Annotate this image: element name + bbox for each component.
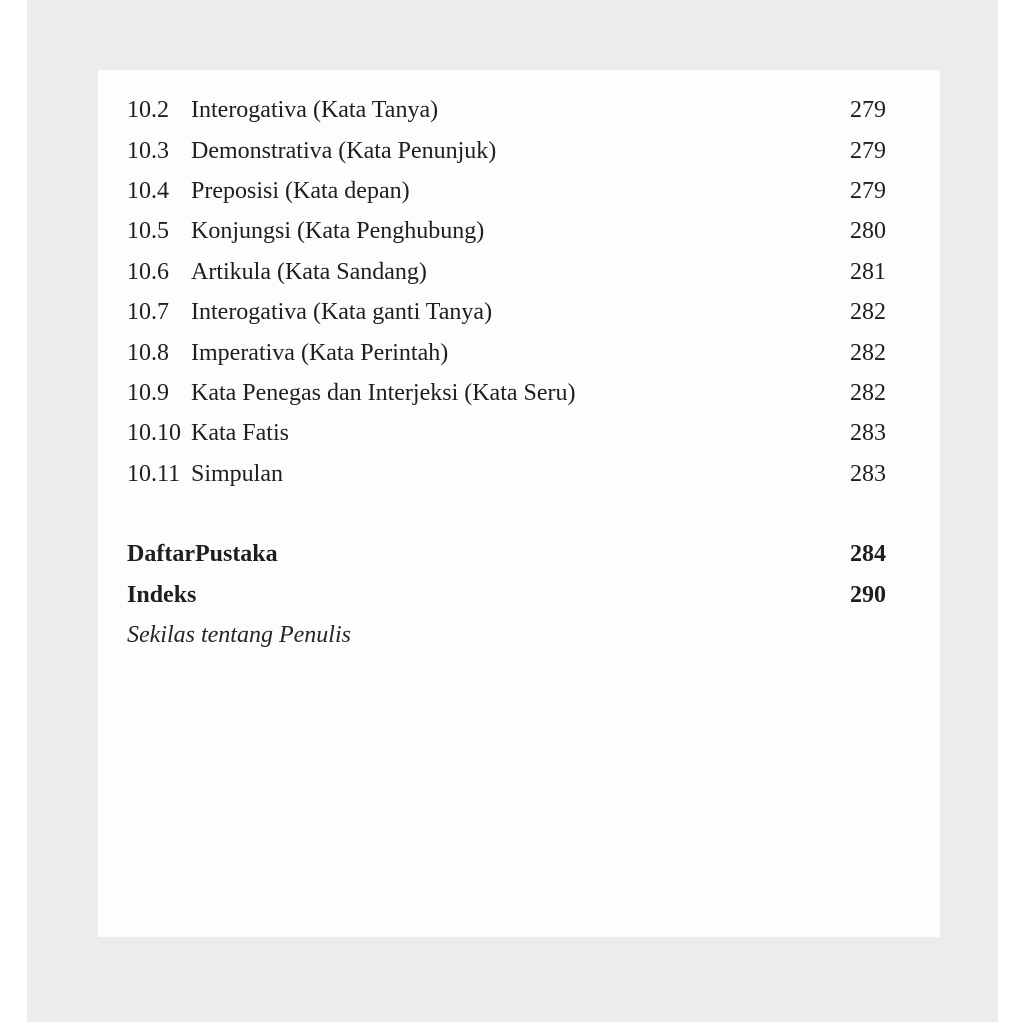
toc-entry-title: Kata Penegas dan Interjeksi (Kata Seru) — [191, 379, 576, 406]
toc-entry-title: Kata Fatis — [191, 420, 289, 447]
toc-entry-page: 279 — [850, 137, 886, 164]
toc-row — [127, 332, 886, 372]
toc-row — [127, 454, 886, 494]
toc-entry-number: 10.7 — [127, 299, 169, 326]
back-matter-title: DaftarPustaka — [127, 541, 278, 568]
back-matter-page: 290 — [850, 581, 886, 608]
toc-entry-number: 10.10 — [127, 420, 181, 447]
back-matter-row-indeks — [127, 575, 886, 615]
toc-row — [127, 292, 886, 332]
toc-entry-page: 279 — [850, 97, 886, 124]
toc-entry-title: Preposisi (Kata depan) — [191, 177, 410, 204]
toc-entry-number: 10.4 — [127, 177, 169, 204]
toc-entry-title: Demonstrativa (Kata Penunjuk) — [191, 137, 497, 164]
back-matter-row-daftar-pustaka — [127, 534, 886, 574]
toc-entry-page: 280 — [850, 218, 886, 245]
section-gap — [127, 494, 886, 534]
toc-row — [127, 413, 886, 453]
toc-entry-page: 279 — [850, 177, 886, 204]
toc-row — [127, 171, 886, 211]
toc-entry-page: 282 — [850, 339, 886, 366]
toc-row — [127, 130, 886, 170]
toc-entry-page: 283 — [850, 460, 886, 487]
toc-row — [127, 252, 886, 292]
toc-row — [127, 373, 886, 413]
toc-entry-number: 10.8 — [127, 339, 169, 366]
book-toc-page — [98, 70, 940, 937]
back-matter-title: Indeks — [127, 581, 197, 608]
toc-entry-title: Konjungsi (Kata Penghubung) — [191, 218, 485, 245]
toc-entry-title: Simpulan — [191, 460, 284, 487]
back-matter-page: 284 — [850, 541, 886, 568]
toc-entry-page: 283 — [850, 420, 886, 447]
toc-entry-title: Imperativa (Kata Perintah) — [191, 339, 449, 366]
toc-entry-page: 282 — [850, 299, 886, 326]
toc-row — [127, 211, 886, 251]
toc-entry-number: 10.6 — [127, 258, 169, 285]
toc-entry-title: Interogativa (Kata ganti Tanya) — [191, 299, 493, 326]
toc-entry-number: 10.9 — [127, 379, 169, 406]
toc-entry-page: 281 — [850, 258, 886, 285]
toc-entry-title: Interogativa (Kata Tanya) — [191, 97, 439, 124]
toc-entry-page: 282 — [850, 379, 886, 406]
toc-entry-number: 10.3 — [127, 137, 169, 164]
toc-entry-number: 10.2 — [127, 97, 169, 124]
back-matter-row-tentang-penulis — [127, 615, 886, 655]
back-matter-title: Sekilas tentang Penulis — [127, 622, 351, 649]
toc-entry-number: 10.11 — [127, 460, 181, 487]
toc-entry-title: Artikula (Kata Sandang) — [191, 258, 427, 285]
toc-row — [127, 90, 886, 130]
toc-entry-number: 10.5 — [127, 218, 169, 245]
